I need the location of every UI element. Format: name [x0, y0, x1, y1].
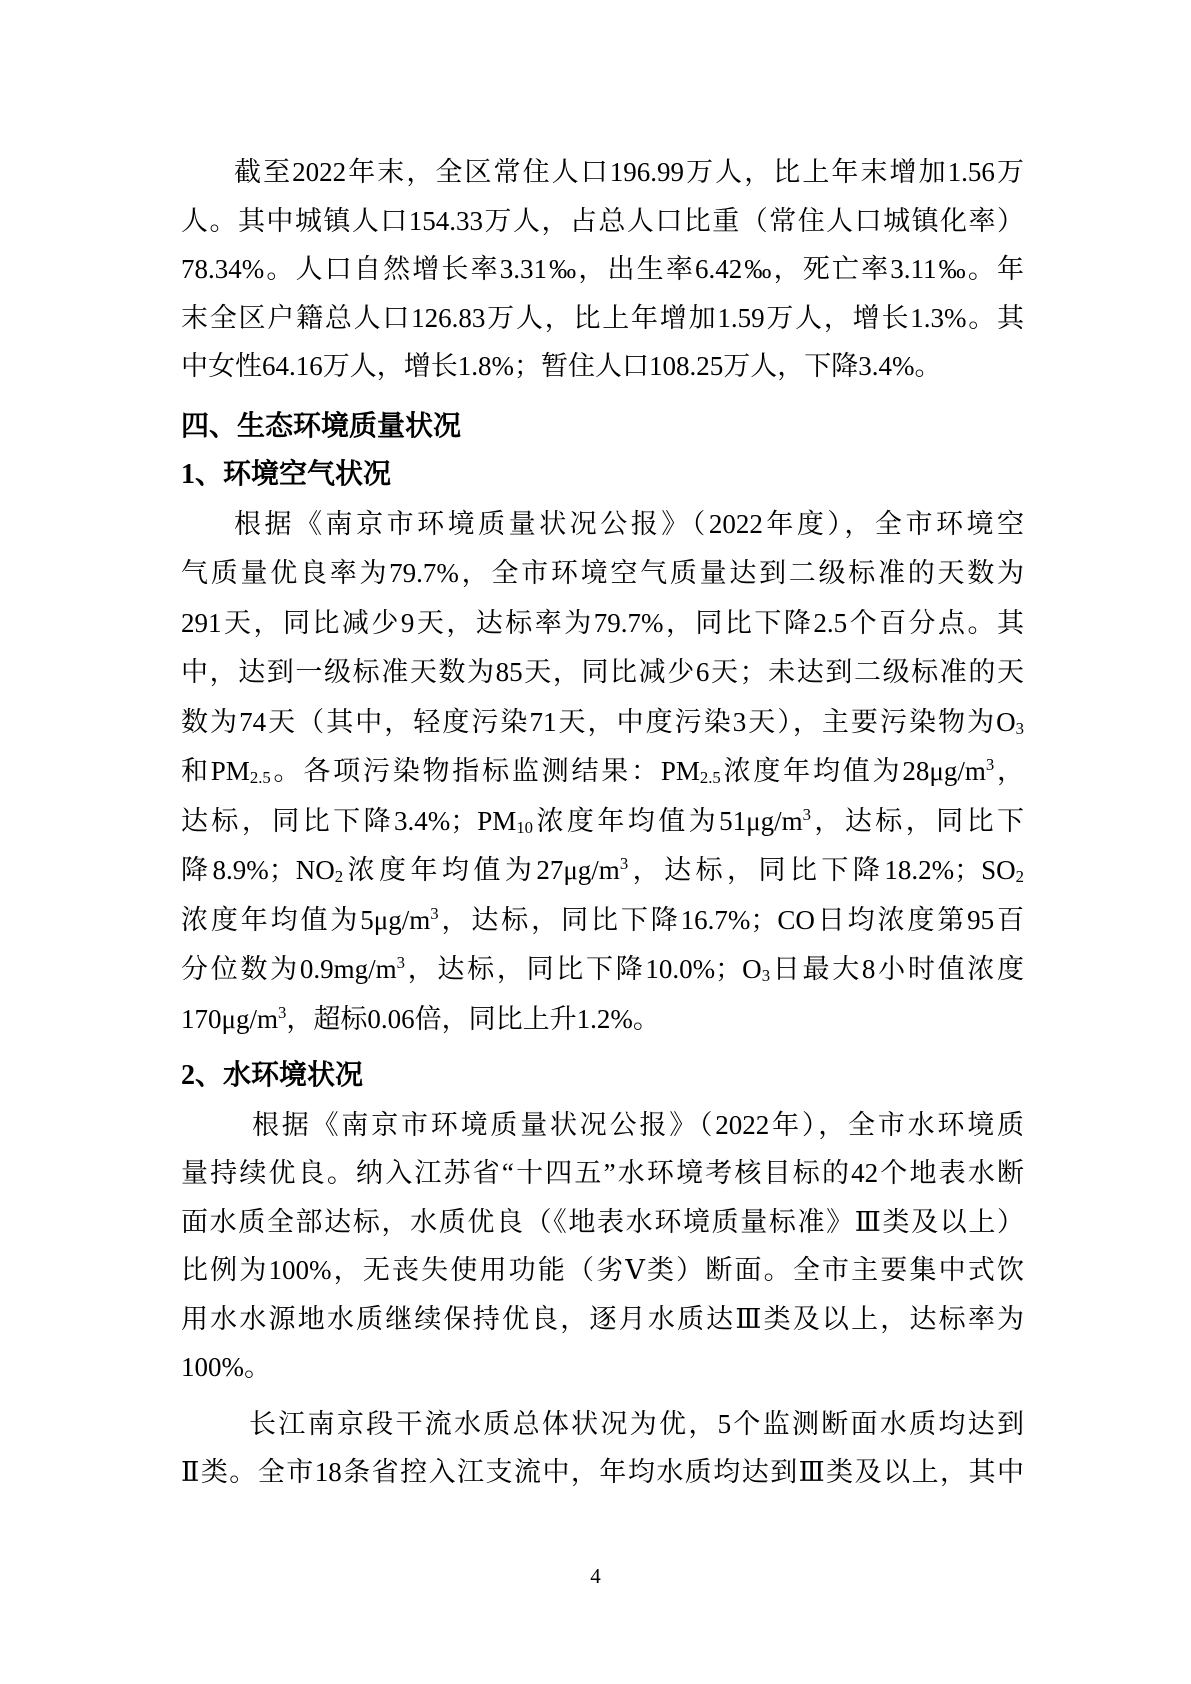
- text-line: Ⅱ类。全市18条省控入江支流中，年均水质均达到Ⅲ类及以上，其中: [181, 1457, 1024, 1487]
- subsection-heading-water: 2、水环境状况: [181, 1060, 364, 1091]
- paragraph-air-quality: [181, 500, 1024, 1045]
- text-line: 长江南京段干流水质总体状况为优，5个监测断面水质均达到: [249, 1408, 1024, 1439]
- text-line: $170\mu g/m^3$，超标0.06倍，同比上升1.2%。: [181, 1002, 660, 1034]
- text-line: 末全区户籍总人口126.83万人，比上年增加1.59万人，增长1.3%。其: [181, 302, 1024, 333]
- section-heading-ecology: 四、生态环境质量状况: [181, 410, 462, 442]
- text-line: 中女性64.16万人，增长1.8%；暂住人口108.25万人，下降3.4%。: [181, 351, 942, 381]
- text-line: 和$PM_{2.5}$。各项污染物指标监测结果：$PM_{2.5}$浓度年均值为$28\mu g/m^3$，: [181, 754, 1024, 787]
- text-line: 分位数为$0.9mg/m^3$，达标，同比下降10.0%；$O_3$日最大8小时值浓度: [181, 952, 1024, 985]
- text-line: 78.34%。人口自然增长率3.31‰，出生率6.42‰，死亡率3.11‰。年: [181, 254, 1024, 284]
- paragraph-yangtze-river: [181, 1400, 1024, 1497]
- paragraph-water-quality: [181, 1101, 1024, 1392]
- text-line: 根据《南京市环境质量状况公报》（2022年），全市水环境质: [252, 1109, 1024, 1140]
- text-line: 截至2022年末，全区常住人口196.99万人，比上年末增加1.56万: [234, 157, 1024, 187]
- subsection-heading-air: 1、环境空气状况: [181, 459, 392, 490]
- text-line: 根据《南京市环境质量状况公报》（2022年度），全市环境空: [234, 508, 1024, 539]
- document-body: [181, 148, 1024, 1497]
- text-line: 浓度年均值为$5\mu g/m^3$，达标，同比下降16.7%；CO日均浓度第95百: [181, 903, 1025, 935]
- text-line: 气质量优良率为79.7%，全市环境空气质量达到二级标准的天数为: [181, 558, 1024, 588]
- text-line: 达标，同比下降3.4%；$PM_{10}$浓度年均值为$51\mu g/m^3$，达标，同比下: [181, 804, 1024, 837]
- text-line: 用水水源地水质继续保持优良，逐月水质达Ⅲ类及以上，达标率为: [181, 1303, 1024, 1334]
- text-line: 100%。: [181, 1352, 271, 1382]
- text-line: 比例为100%，无丧失使用功能（劣Ⅴ类）断面。全市主要集中式饮: [181, 1255, 1024, 1285]
- text-line: 数为74天（其中，轻度污染71天，中度污染3天），主要污染物为$O_3$: [181, 706, 1024, 738]
- text-line: 量持续优良。纳入江苏省“十四五”水环境考核目标的42个地表水断: [181, 1158, 1024, 1188]
- text-line: 中，达到一级标准天数为85天，同比减少6天；未达到二级标准的天: [181, 657, 1024, 687]
- text-line: 面水质全部达标，水质优良（《地表水环境质量标准》Ⅲ类及以上）: [181, 1206, 1024, 1237]
- text-line: 291天，同比减少9天，达标率为79.7%，同比下降2.5个百分点。其: [181, 607, 1024, 638]
- text-line: 人。其中城镇人口154.33万人，占总人口比重（常住人口城镇化率）: [181, 205, 1024, 236]
- page-footer: [0, 1558, 1191, 1594]
- paragraph-population: [181, 148, 1024, 391]
- text-line: 降8.9%；$NO_2$浓度年均值为$27\mu g/m^3$，达标，同比下降18.2%；$SO_2$: [181, 853, 1024, 886]
- page-number: 4: [590, 1564, 601, 1588]
